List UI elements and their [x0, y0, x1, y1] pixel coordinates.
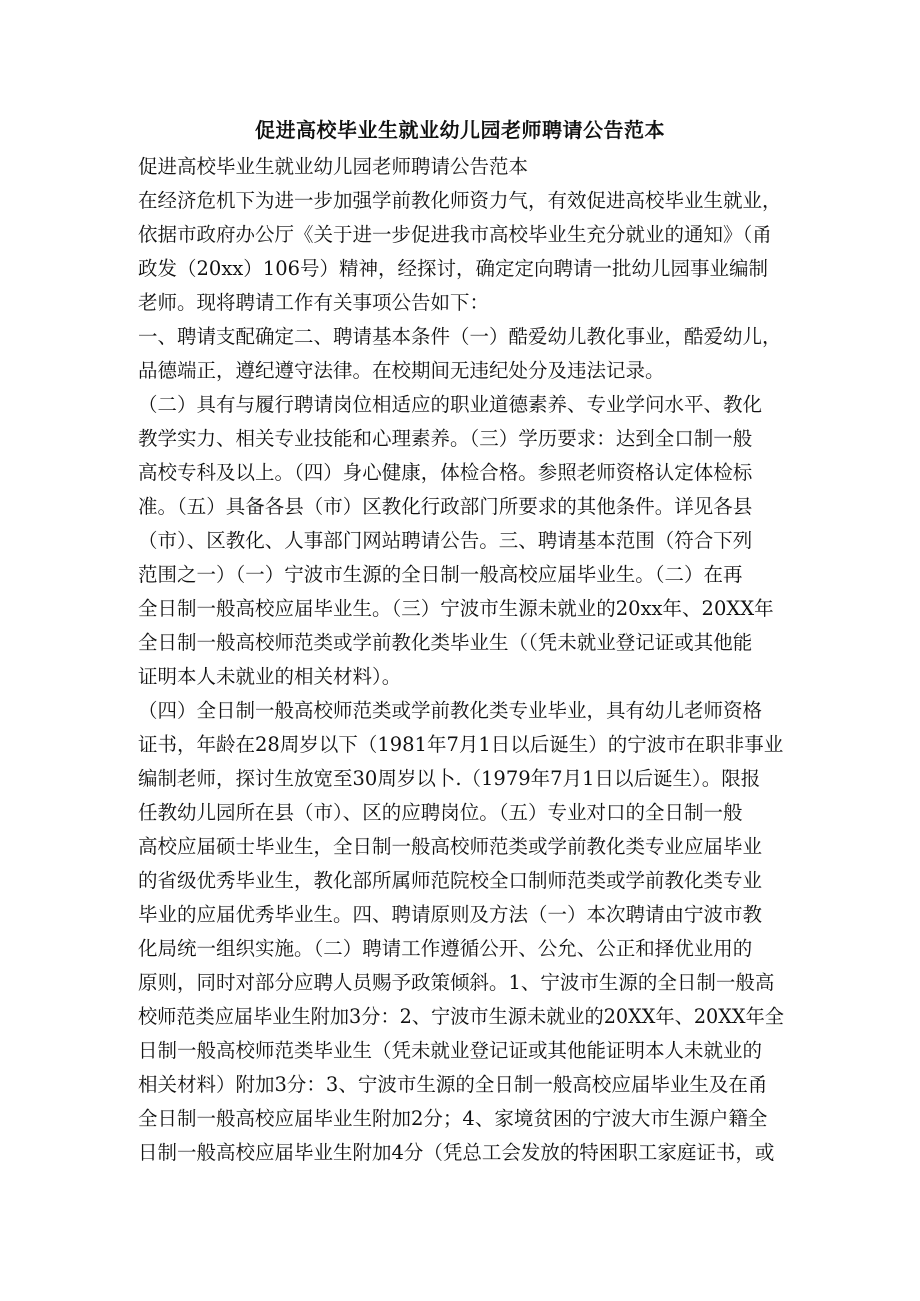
body-line: 全日制一般高校应届毕业生附加2分；4、家境贫困的宁波大市生源户籍全 [138, 1107, 768, 1130]
body-line: 相关材料）附加3分：3、宁波市生源的全日制一般高校应届毕业生及在甬 [138, 1073, 768, 1096]
body-line: 范围之一）（一）宁波市生源的全日制一般高校应届毕业生。（二）在再 [138, 563, 743, 586]
body-line: 编制老师，探讨生放宽至30周岁以卜.（1979年7月1日以后诞生）。限报 [138, 767, 761, 790]
body-line: 日制一般高校师范类毕业生（凭未就业登记证或其他能证明本人未就业的 [138, 1039, 763, 1062]
body-line: 老师。现将聘请工作有关事项公告如下： [138, 291, 490, 314]
body-line: 全日制一般高校应届毕业生。（三）宁波市生源未就业的20xx年、20XX年 [138, 597, 774, 620]
body-line: 全日制一般高校师范类或学前教化类毕业生（（凭未就业登记证或其他能 [138, 631, 753, 654]
body-line: 日制一般高校应届毕业生附加4分（凭总工会发放的特困职工家庭证书，或 [138, 1141, 775, 1164]
body-line: （市）、区教化、人事部门网站聘请公告。三、聘请基本范围（符合下列 [138, 529, 753, 552]
body-line: （四）全日制一般高校师范类或学前教化类专业毕业，具有幼儿老师资格 [138, 699, 763, 722]
body-line: 一、聘请支配确定二、聘请基本条件（一）酷爱幼儿教化事业，酷爱幼儿， [138, 325, 782, 348]
body-line: 任教幼儿园所在县（市）、区的应聘岗位。（五）专业对口的全日制一般 [138, 801, 743, 824]
body-line: 的省级优秀毕业生，教化部所属师范院校全口制师范类或学前教化类专业 [138, 869, 763, 892]
body-line: 教学实力、相关专业技能和心理素养。（三）学历要求：达到全口制一般 [138, 427, 753, 450]
body-line: 品德端正，遵纪遵守法律。在校期间无违纪处分及违法记录。 [138, 359, 665, 382]
body-line: 校师范类应届毕业生附加3分：2、宁波市生源未就业的20XX年、20XX年全 [138, 1005, 784, 1028]
body-line: 原则，同时对部分应聘人员赐予政策倾斜。1、宁波市生源的全日制一般高 [138, 971, 775, 994]
body-line: 证明本人未就业的相关材料）。 [138, 665, 402, 688]
body-line: 化局统一组织实施。（二）聘请工作遵循公开、公允、公正和择优业用的 [138, 937, 753, 960]
body-line: 高校专科及以上。（四）身心健康，体检合格。参照老师资格认定体检标 [138, 461, 753, 484]
document-title: 促进高校毕业生就业幼儿园老师聘请公告范本 [255, 118, 665, 142]
body-line: 依据市政府办公厅《关于进一步促进我市高校毕业生充分就业的通知》（甬 [138, 223, 772, 246]
body-line: 高校应届硕士毕业生，全日制一般高校师范类或学前教化类专业应届毕业 [138, 835, 763, 858]
body-line: 促进高校毕业生就业幼儿园老师聘请公告范本 [138, 155, 529, 178]
body-line: 证书，年龄在28周岁以下（1981年7月1日以后诞生）的宁波市在职非事业 [138, 733, 784, 756]
body-line: 准。（五）具备各县（市）区教化行政部门所要求的其他条件。详见各县 [138, 495, 753, 518]
body-line: 政发（20xx）106号）精神，经探讨，确定定向聘请一批幼儿园事业编制 [138, 257, 769, 280]
body-line: 毕业的应届优秀毕业生。四、聘请原则及方法（一）本次聘请由宁波市教 [138, 903, 763, 926]
document-body [138, 150, 784, 1170]
body-line: 在经济危机下为进一步加强学前教化师资力气，有效促进高校毕业生就业， [138, 189, 782, 212]
body-line: （二）具有与履行聘请岗位相适应的职业道德素养、专业学问水平、教化 [138, 393, 763, 416]
